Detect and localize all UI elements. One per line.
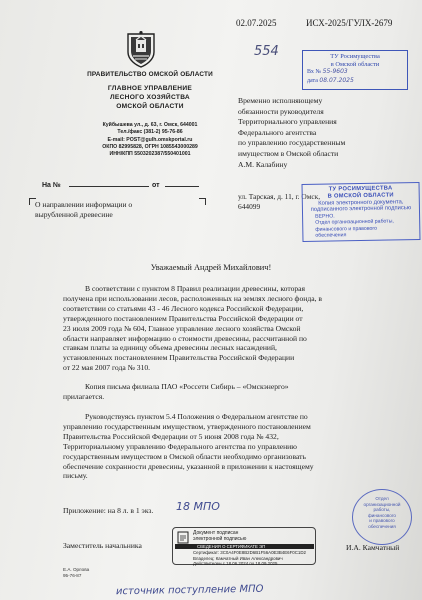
stamp-date-row [303, 77, 407, 86]
electronic-signature-block [172, 527, 316, 565]
esign-head-line: Документ подписан [193, 530, 239, 536]
round-stamp-line: Отдел [375, 496, 389, 501]
round-stamp-line: организационной [363, 501, 401, 507]
contact-line: E-mail: POST@gulh.omskportal.ru [107, 136, 193, 143]
body-line: получена при использовании лесов, расположенных на землях лесного фонда, в [63, 293, 322, 303]
signer-position: Заместитель начальника [63, 541, 142, 550]
body-line: государственным имуществом в Омской области необходимо организовать [63, 451, 306, 461]
greeting: Уважаемый Андрей Михайлович! [150, 263, 272, 272]
round-stamp-line: обеспечения [368, 523, 396, 529]
subject-corner [199, 198, 206, 205]
body-line: области направляет информацию о стоимости древесины, рассчитанной по [63, 333, 307, 343]
coat-of-arms-icon [124, 30, 158, 68]
stamp-number-label: Вх № [307, 69, 322, 76]
body-line: Руководствуясь пунктом 5.4 Положения о Федеральном агентстве по [85, 412, 308, 421]
stamp-copy-line: подписанного электронной подписью [310, 205, 412, 214]
ot-label: от [152, 182, 160, 189]
body-line: прилагается. [63, 391, 105, 401]
department-round-stamp [352, 489, 412, 545]
subject-line: О направлении информации о [35, 200, 133, 209]
reference-number-row [42, 182, 149, 189]
paragraph-2 [63, 382, 387, 402]
executor-name: Е.А. Орлова [63, 567, 90, 572]
addressee-line: обязанности руководителя [238, 106, 324, 116]
attachment-line: Приложение: на 8 л. в 1 экз. [63, 506, 154, 515]
stamp-header-line: В ОМСКОЙ ОБЛАСТИ [327, 192, 394, 200]
executor-info [63, 567, 89, 579]
outgoing-number: ИСХ-2025/ГУЛХ-2679 [306, 18, 393, 28]
handwritten-number: 554 [254, 44, 279, 59]
stamp-verified: ВЕРНО. [315, 213, 335, 220]
copy-verified-stamp [302, 182, 421, 242]
body-line: утвержденного постановлением Правительства Российской Федерации от [63, 313, 303, 323]
addressee-line: Временно исполняющему [238, 96, 323, 105]
stamp-date-label: дата [307, 77, 318, 84]
handwritten-bottom-note: источник поступление МПО [115, 583, 264, 598]
subject-block [35, 200, 132, 220]
esign-head-line: электронной подписью [193, 535, 247, 542]
reference-date-row [152, 182, 199, 189]
contact-line: Куйбышева ул., д. 63, г. Омск, 644001 [102, 122, 198, 128]
stamp-line: ТУ Росимущества [330, 53, 380, 60]
body-line: ставкам платы за единицу объема древесины лесных насаждений, [63, 343, 277, 353]
esign-line: Владелец: Камчатный Иван Александрович [193, 555, 283, 561]
department-line: ОМСКОЙ ОБЛАСТИ [116, 103, 184, 110]
address-line: ул. Тарская, д. 11, г. Омск, [238, 192, 321, 201]
body-line: от 22 мая 2007 года № 310. [63, 363, 151, 373]
executor-phone: 95-76-87 [63, 573, 82, 578]
signer-name: И.А. Камчатный [346, 543, 400, 552]
round-stamp-line: и правового [369, 518, 395, 524]
addressee-line: Федерального агентства [238, 127, 317, 137]
paragraph-1 [63, 284, 387, 373]
na-blank-line [69, 186, 149, 187]
esign-line: Действителен с 18.06.2024 по 18.09.2025 [193, 560, 278, 566]
body-line: Правительства Российской Федерации от 5 июня 2008 года № 432, [63, 431, 279, 441]
contact-line: ИНН/КПП 5503202387/550401001 [109, 151, 191, 158]
round-stamp-line: работы, [373, 507, 391, 513]
paragraph-3 [63, 412, 387, 481]
body-line: установленных постановлением Правительства Российской Федерации [63, 353, 295, 363]
department-line: ЛЕСНОГО ХОЗЯЙСТВА [109, 94, 190, 101]
stamp-header-line: ТУ РОСИМУЩЕСТВА [328, 185, 393, 193]
esign-bar: СВЕДЕНИЯ О СЕРТИФИКАТЕ ЭП [175, 544, 314, 550]
incoming-stamp [302, 50, 408, 90]
signature-document-icon [177, 531, 189, 544]
body-line: письму. [63, 471, 88, 481]
contact-line: ОКПО 82995828, ОГРН 1085543000289 [102, 143, 198, 150]
addressee-line: Территориального управления [238, 117, 337, 127]
addressee-line: по управлению государственным [238, 138, 346, 148]
round-stamp-line: финансового [368, 512, 396, 518]
address-line: 644099 [238, 202, 261, 211]
stamp-dept-line: финансового и правового [315, 225, 378, 233]
stamp-copy-line: Копия электронного документа, [318, 198, 404, 207]
body-line: Территориальному управлению Федерального агентства по управлению [63, 441, 297, 451]
subject-corner [29, 198, 36, 205]
body-line: Копия письма филиала ПАО «Россети Сибирь – «Омскэнерго» [85, 382, 289, 391]
department-line: ГЛАВНОЕ УПРАВЛЕНИЕ [107, 85, 193, 92]
contact-line: Тел./факс (381-2) 95-76-86 [117, 129, 183, 136]
addressee-line: А.М. Калабину [238, 159, 288, 169]
ot-blank-line [165, 186, 199, 187]
stamp-dept-line: Отдел организационной работы, [315, 218, 394, 227]
stamp-number-row [303, 68, 407, 77]
na-label: На № [42, 182, 61, 189]
body-line: обеспечение сохранности древесины, указанной в приложении к настоящему [63, 461, 314, 471]
stamp-number-value: 55-9603 [322, 68, 348, 76]
esign-line: Сертификат: 3C0A4F0E8B2D6B1F56A0E3B4E6F0C1D2 [193, 550, 306, 556]
subject-line: вырубленной древесине [35, 210, 113, 219]
document-date: 02.07.2025 [236, 18, 277, 28]
stamp-dept-line: обеспечения [315, 232, 347, 239]
body-line: В соответствии с пунктом 8 Правил реализации древесины, которая [85, 284, 306, 293]
stamp-date-value: 08.07.2025 [319, 76, 354, 84]
body-line: 23 июля 2009 года № 604, Главное управление лесного хозяйства Омской [63, 323, 301, 333]
body-line: соответствии со статьями 43 - 46 Лесного кодекса Российской Федерации, [63, 303, 304, 313]
stamp-line: в Омской области [330, 60, 380, 68]
government-name: ПРАВИТЕЛЬСТВО ОМСКОЙ ОБЛАСТИ [87, 71, 213, 78]
addressee-block [238, 96, 345, 170]
body-line: управлению государственным имуществом, утвержденного постановлением [63, 421, 311, 431]
addressee-line: имуществом в Омской области [238, 148, 339, 158]
handwritten-attachment-note: 18 МПО [176, 500, 220, 513]
